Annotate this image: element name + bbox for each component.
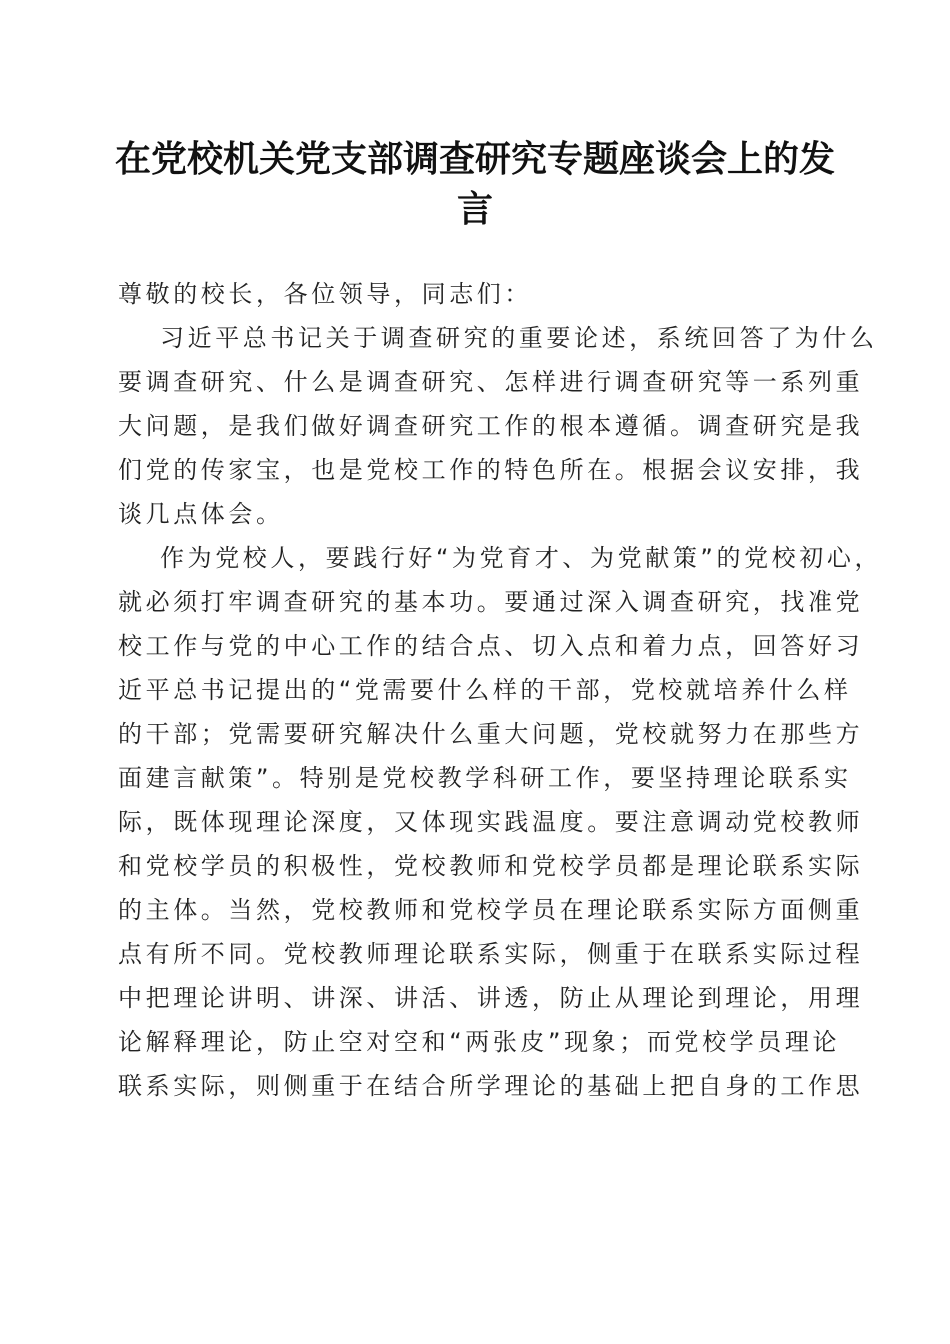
paragraph-line: 大问题，是我们做好调查研究工作的根本遵循。调查研究是我 xyxy=(118,412,864,440)
salutation: 尊敬的校长，各位领导，同志们： xyxy=(118,280,532,308)
paragraph-line: 校工作与党的中心工作的结合点、切入点和着力点，回答好习 xyxy=(118,632,864,660)
paragraph-line: 近平总书记提出的“党需要什么样的干部，党校就培养什么样 xyxy=(118,676,852,704)
paragraph-line: 要调查研究、什么是调查研究、怎样进行调查研究等一系列重 xyxy=(118,368,864,396)
paragraph-line: 谈几点体会。 xyxy=(118,500,284,528)
paragraph-line: 习近平总书记关于调查研究的重要论述，系统回答了为什么 xyxy=(160,324,878,352)
paragraph-1 xyxy=(118,316,878,536)
paragraph-line: 面建言献策”。特别是党校教学科研工作，要坚持理论联系实 xyxy=(118,764,852,792)
paragraph-line: 就必须打牢调查研究的基本功。要通过深入调查研究，找准党 xyxy=(118,588,864,616)
paragraph-line: 论解释理论，防止空对空和“两张皮”现象；而党校学员理论 xyxy=(118,1028,841,1056)
paragraph-line: 的干部；党需要研究解决什么重大问题，党校就努力在那些方 xyxy=(118,720,864,748)
paragraph-line: 作为党校人，要践行好“为党育才、为党献策”的党校初心， xyxy=(160,544,883,572)
paragraph-line: 和党校学员的积极性，党校教师和党校学员都是理论联系实际 xyxy=(118,852,864,880)
document-body xyxy=(118,272,883,1108)
paragraph-line: 点有所不同。党校教师理论联系实际，侧重于在联系实际过程 xyxy=(118,940,864,968)
paragraph-line: 际，既体现理论深度，又体现实践温度。要注意调动党校教师 xyxy=(118,808,864,836)
paragraph-line: 们党的传家宝，也是党校工作的特色所在。根据会议安排，我 xyxy=(118,456,864,484)
paragraph-line: 的主体。当然，党校教师和党校学员在理论联系实际方面侧重 xyxy=(118,896,864,924)
document-title xyxy=(110,134,840,234)
paragraph-2 xyxy=(118,536,883,1108)
paragraph-line: 中把理论讲明、讲深、讲活、讲透，防止从理论到理论，用理 xyxy=(118,984,864,1012)
paragraph-line: 联系实际，则侧重于在结合所学理论的基础上把自身的工作思 xyxy=(118,1072,864,1100)
title-line-2: 言 xyxy=(456,188,493,230)
title-line-1: 在党校机关党支部调查研究专题座谈会上的发 xyxy=(114,138,835,180)
